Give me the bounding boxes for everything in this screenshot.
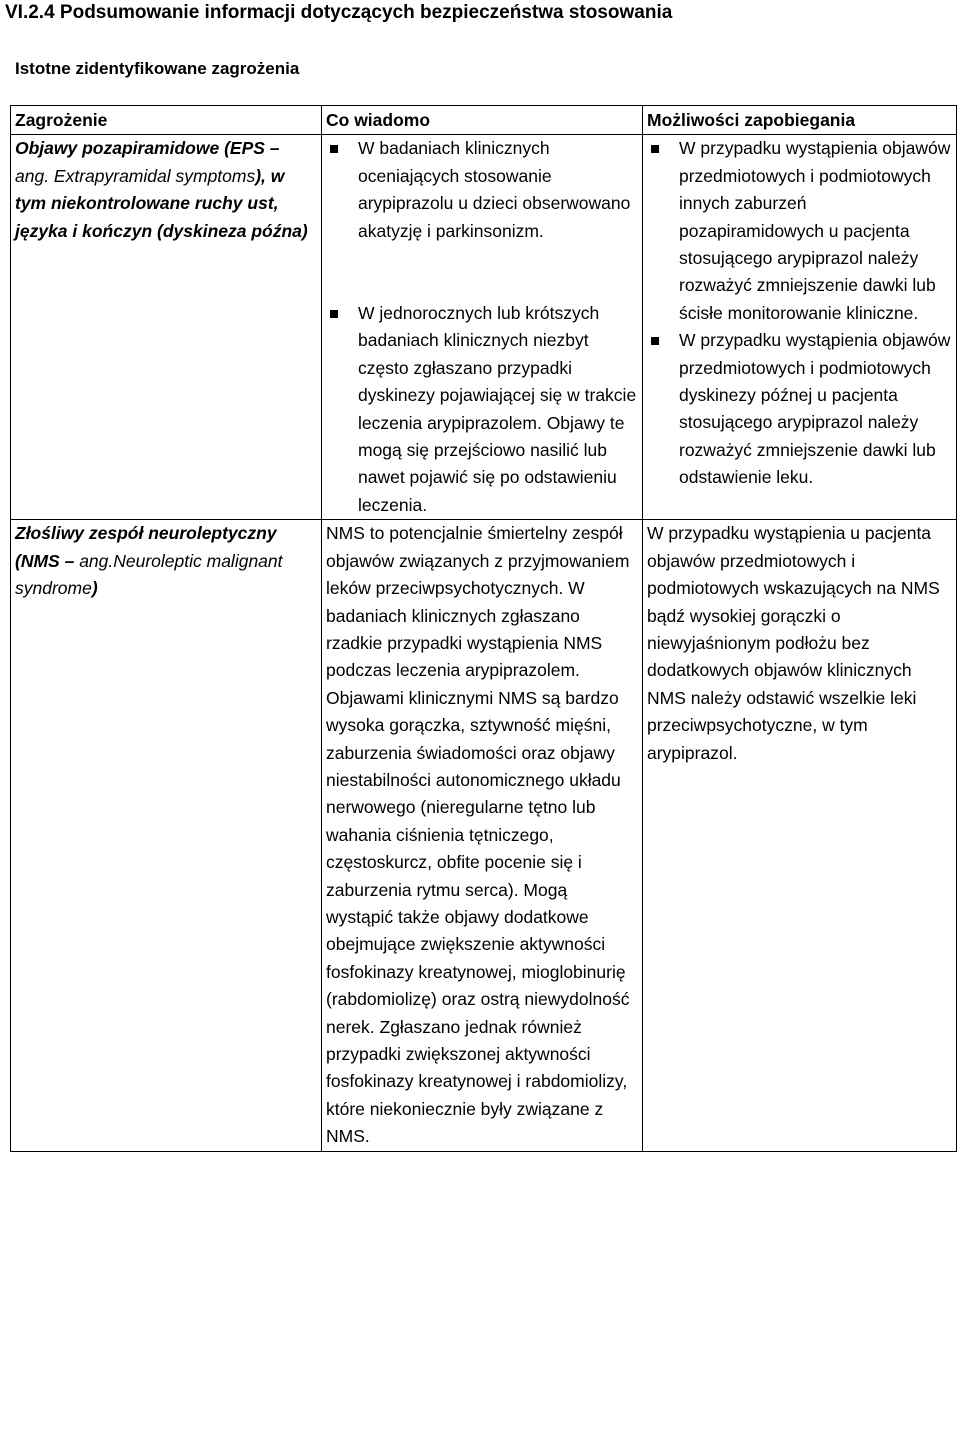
known-cell: NMS to potencjalnie śmiertelny zespół objawów związanych z przyjmowaniem leków przeciwpsychotycznych. W badaniach klinicznych zgłaszano rzadkie przypadki wystąpienia NMS podczas leczenia arypiprazolem. Objawami klinicznymi NMS są bardzo wysoka gorączka, sztywność mięśni, zaburzenia świadomości oraz objawy niestabilności autonomicznego układu nerwowego (nieregularne tętno lub wahania ciśnienia tętniczego, częstoskurcz, obfite pocenie się i zaburzenia rytmu serca). Mogą wystąpić także objawy dodatkowe obejmujące zwiększenie aktywności fosfokinazy kreatynowej, mioglobinurię (rabdomiolizę) oraz ostrą niewydolność nerek. Zgłaszano jednak również przypadki zwiększonej aktywności fosfokinazy kreatynowej i rabdomiolizy, które niekoniecznie były związane z NMS. bbox=[322, 520, 643, 1151]
column-header-prevention: Możliwości zapobiegania bbox=[643, 106, 957, 135]
prevention-cell bbox=[643, 135, 957, 520]
risk-cell bbox=[11, 520, 322, 1151]
prevention-cell: W przypadku wystąpienia u pacjenta objawów przedmiotowych i podmiotowych wskazujących na NMS bądź wysokiej gorączki o niewyjaśnionym podłożu bez dodatkowych objawów klinicznych NMS należy odstawić wszelkie leki przeciwpsychotyczne, w tym arypiprazol. bbox=[643, 520, 957, 1151]
risk-name: Złośliwy zespół neuroleptyczny (NMS – ang.Neuroleptic malignant syndrome) bbox=[15, 523, 283, 599]
risk-name: Objawy pozapiramidowe (EPS – ang. Extrapyramidal symptoms), w tym niekontrolowane ruchy ust, języka i kończyn (dyskineza późna) bbox=[15, 138, 308, 241]
column-header-known: Co wiadomo bbox=[322, 106, 643, 135]
table-row bbox=[11, 135, 957, 520]
list-item: W przypadku wystąpienia objawów przedmiotowych i podmiotowych dyskinezy późnej u pacjenta stosującego arypiprazol należy rozważyć zmniejszenie dawki lub odstawienie leku. bbox=[647, 327, 952, 491]
subsection-heading: Istotne zidentyfikowane zagrożenia bbox=[15, 59, 300, 78]
known-cell bbox=[322, 135, 643, 520]
risk-cell bbox=[11, 135, 322, 520]
list-item: W badaniach klinicznych oceniających stosowanie arypiprazolu u dzieci obserwowano akatyzję i parkinsonizm. bbox=[326, 135, 638, 245]
section-heading: VI.2.4 Podsumowanie informacji dotyczących bezpieczeństwa stosowania bbox=[5, 2, 673, 23]
column-header-risk: Zagrożenie bbox=[11, 106, 322, 135]
list-item: W przypadku wystąpienia objawów przedmiotowych i podmiotowych innych zaburzeń pozapiramidowych u pacjenta stosującego arypiprazol należy rozważyć zmniejszenie dawki lub ścisłe monitorowanie kliniczne. bbox=[647, 135, 952, 327]
risks-table bbox=[10, 105, 957, 1152]
table-row bbox=[11, 520, 957, 1151]
list-item: W jednorocznych lub krótszych badaniach klinicznych niezbyt często zgłaszano przypadki dyskinezy pojawiającej się w trakcie leczenia arypiprazolem. Objawy te mogą się przejściowo nasilić lub nawet pojawić się po odstawieniu leczenia. bbox=[326, 300, 638, 519]
table-header-row bbox=[11, 106, 957, 135]
